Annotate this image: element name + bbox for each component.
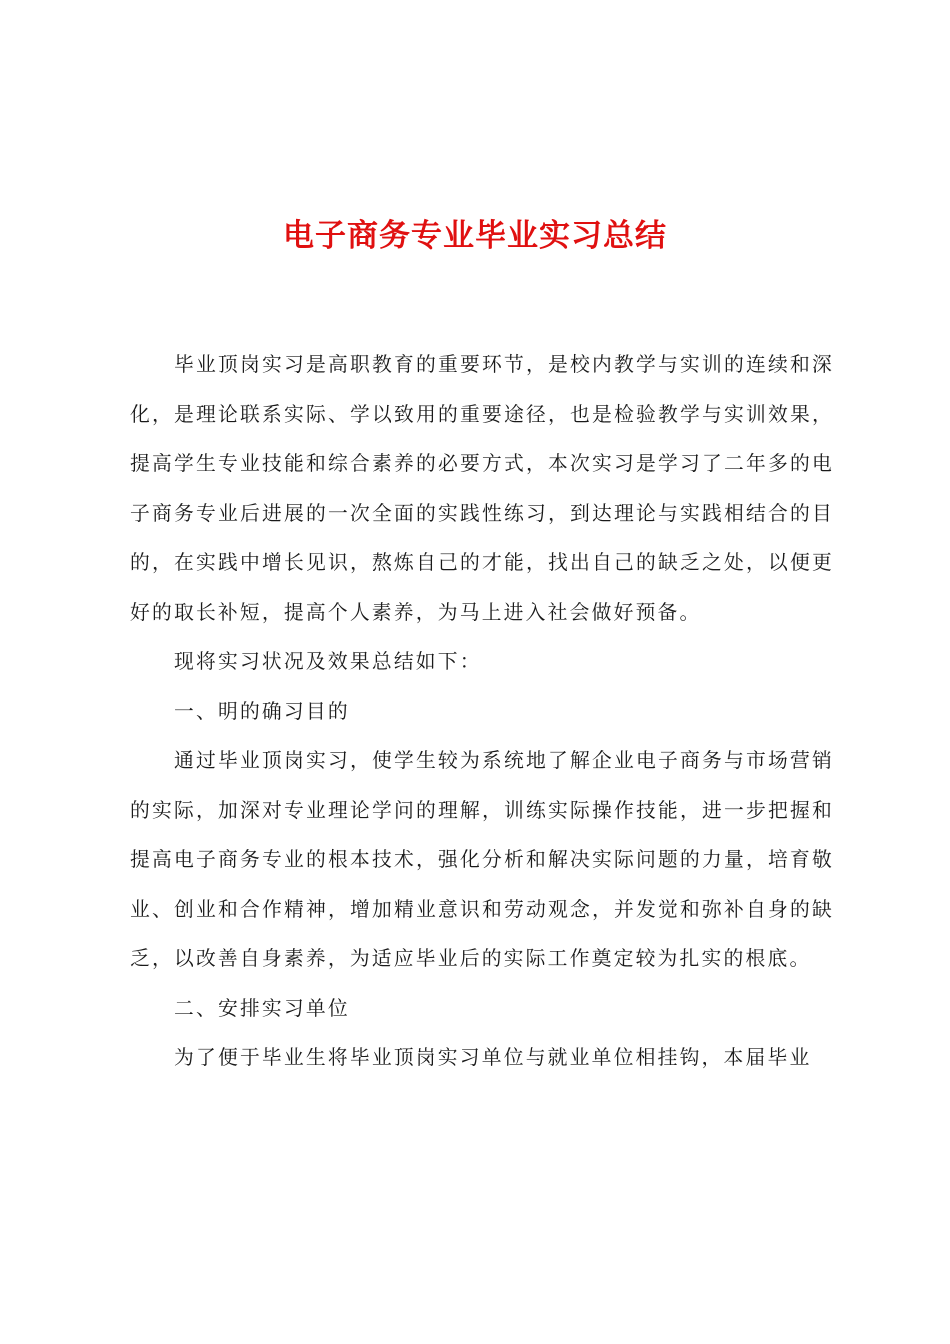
section-heading-1: 一、明的确习目的: [174, 699, 350, 723]
paragraph-summary-lead: 现将实习状况及效果总结如下：: [174, 650, 482, 673]
paragraph-intro: 毕业顶岗实习是高职教育的重要环节，是校内教学与实训的连续和深化，是理论联系实际、学以致用的重要途径，也是检验教学与实训效果，提高学生专业技能和综合素养的必要方式，本次实习是学习了二年多的电子商务专业后进展的一次全面的实践性练习，到达理论与实践相结合的目的，在实践中增长见识，熬炼自己的才能，找出自己的缺乏之处，以便更好的取长补短，提高个人素养，为马上进入社会做好预备。: [130, 353, 834, 624]
paragraph-placement: 为了便于毕业生将毕业顶岗实习单位与就业单位相挂钩，本届毕业: [174, 1046, 812, 1069]
document-title: 电子商务专业毕业实习总结: [283, 218, 667, 254]
section-heading-2: 二、安排实习单位: [174, 996, 350, 1020]
paragraph-objectives: 通过毕业顶岗实习，使学生较为系统地了解企业电子商务与市场营销的实际，加深对专业理论学问的理解，训练实际操作技能，进一步把握和提高电子商务专业的根本技术，强化分析和解决实际问题的力量，培育敬业、创业和合作精神，增加精业意识和劳动观念，并发觉和弥补自身的缺乏，以改善自身素养，为适应毕业后的实际工作奠定较为扎实的根底。: [130, 749, 834, 970]
document-body: [130, 340, 834, 1083]
